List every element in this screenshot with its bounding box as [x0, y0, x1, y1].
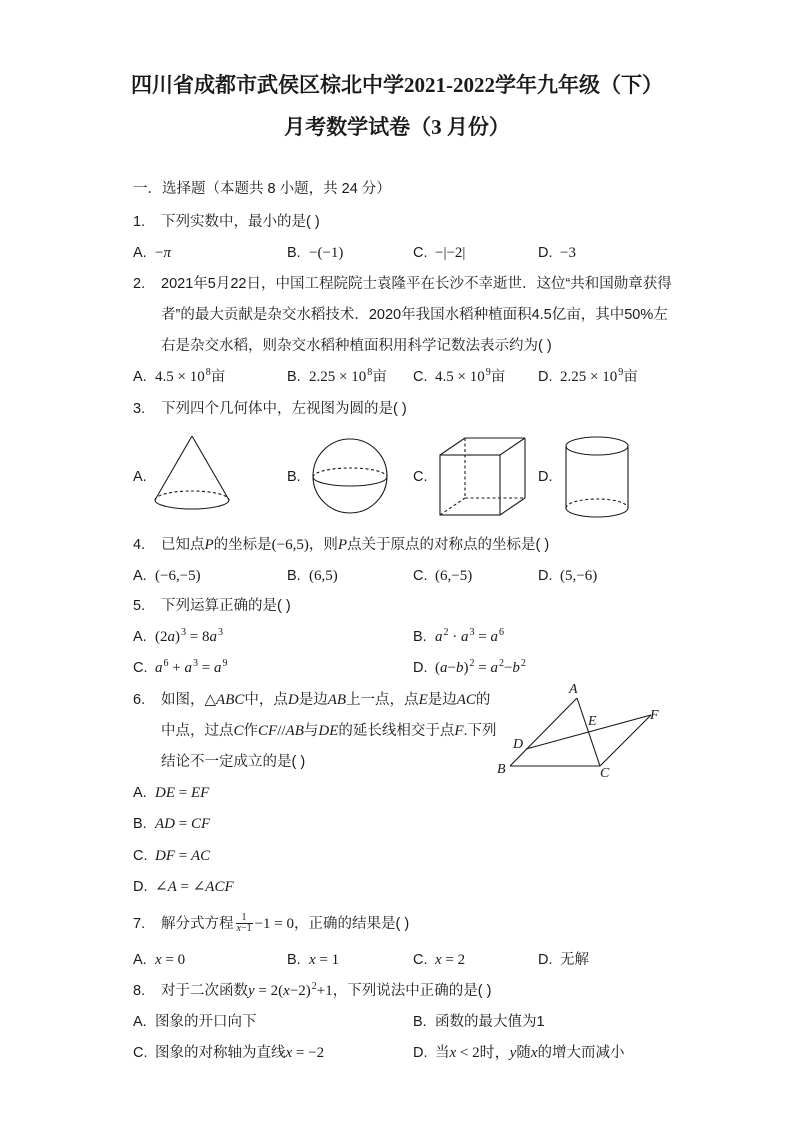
triangle-symbol: △: [204, 692, 217, 708]
option-label: C.: [413, 369, 428, 385]
fraction-numerator: 1: [241, 911, 247, 923]
expr-exponent: 6: [498, 627, 504, 638]
q3-option-a-label: A.: [133, 469, 147, 485]
expr-variable: EF: [190, 785, 210, 801]
q7-option-c: [413, 949, 465, 971]
expr-part: = 2: [441, 952, 466, 968]
expr-part: = 0: [161, 952, 186, 968]
option-exponent: 9: [618, 367, 624, 378]
stem-text: 中点，过点: [161, 723, 234, 739]
expr-part: = ∠: [176, 879, 206, 895]
expr-exponent: 6: [163, 658, 169, 669]
q3-sphere-figure: [313, 439, 387, 513]
expr-part: ): [463, 660, 469, 676]
question-number: 8.: [133, 983, 146, 999]
stem-variable: F: [454, 723, 464, 739]
expr-exponent: 9: [222, 658, 228, 669]
option-label: B.: [287, 568, 301, 584]
stem-text: 对于二次函数: [161, 983, 248, 999]
q7-option-b: [287, 949, 339, 971]
option-label: C.: [133, 1045, 148, 1061]
option-text: (6,−5): [435, 568, 473, 584]
expr-variable: x: [155, 952, 162, 968]
expr-variable: a: [490, 629, 498, 645]
option-exponent: 8: [367, 367, 373, 378]
stem-text: 作: [243, 723, 259, 739]
expr-variable: CF: [190, 816, 211, 832]
option-text: 图象的对称轴为直线: [155, 1045, 286, 1061]
expr-part: =: [175, 785, 191, 801]
question-5: [133, 595, 291, 617]
q6-triangle-figure: [497, 682, 659, 781]
stem-coordinate: (−6,5): [271, 537, 309, 553]
option-label: A.: [133, 245, 147, 261]
question-number: 2.: [133, 276, 146, 292]
q2-option-b: [287, 366, 387, 388]
stem-text: ，下列说法中正确的是( ): [332, 983, 492, 999]
point-label-e: E: [588, 714, 597, 729]
option-text: 函数的最大值为1: [435, 1014, 545, 1030]
exam-title-line2: 月考数学试卷（3 月份）: [284, 115, 510, 139]
stem-variable: E: [418, 692, 428, 708]
stem-text: 点关于原点的对称点的坐标是( ): [347, 537, 550, 553]
expr-exponent: 2: [311, 981, 317, 992]
expr-exponent: 2: [443, 627, 449, 638]
q5-option-d: [413, 657, 526, 679]
expr-variable: a: [167, 629, 175, 645]
section-heading: 一．选择题（本题共 8 小题，共 24 分）: [133, 181, 391, 197]
question-number: 3.: [133, 401, 146, 417]
cylinder-base-front: [566, 508, 628, 517]
expr-part: =: [474, 629, 491, 645]
option-label: A.: [133, 1014, 147, 1030]
expr-exponent: 3: [469, 627, 475, 638]
q6-option-a: [133, 782, 209, 804]
option-unit: 亩: [623, 369, 638, 385]
expr-variable: b: [455, 660, 464, 676]
expr-part: =: [175, 848, 191, 864]
question-2: [133, 273, 672, 295]
option-text: −3: [560, 245, 576, 261]
option-label: D.: [413, 660, 428, 676]
stem-text: 是边: [298, 692, 328, 708]
option-text: (6,5): [309, 568, 338, 584]
segment-df: [526, 715, 651, 749]
stem-variable: AC: [456, 692, 476, 708]
cube-edge: [500, 498, 525, 515]
option-text: 当: [435, 1045, 450, 1061]
stem-variable: P: [337, 537, 348, 553]
question-1: [133, 211, 320, 233]
q1-option-c: [413, 242, 465, 264]
option-value: 4.5 × 10: [155, 369, 205, 385]
option-label: B.: [287, 369, 301, 385]
sphere-equator-back: [313, 468, 387, 477]
expr-exponent: 2: [498, 658, 504, 669]
option-text: −(−1): [309, 245, 344, 261]
q5-option-b: [413, 626, 504, 648]
expr-variable: a: [213, 660, 222, 676]
option-label: B.: [413, 1014, 427, 1030]
q3-cone-figure: [155, 436, 229, 509]
expr-part: −1: [240, 922, 252, 934]
option-label: A.: [133, 785, 147, 801]
question-stem-line: 2021年5月22日，中国工程院院士袁隆平在长沙不幸逝世．这位“共和国勋章获得: [161, 276, 672, 292]
stem-variable: AB: [327, 692, 347, 708]
option-text: 随: [516, 1045, 531, 1061]
expr-exponent: 3: [192, 658, 198, 669]
expr-variable: x: [309, 952, 316, 968]
expr-part: =: [474, 660, 491, 676]
expr-part: (: [435, 660, 440, 676]
stem-text: 的延长线相交于点: [338, 723, 455, 739]
option-text: π: [163, 245, 171, 261]
option-label: A.: [133, 952, 147, 968]
option-exponent: 9: [485, 367, 491, 378]
option-label: D.: [133, 879, 148, 895]
option-label: C.: [413, 245, 428, 261]
question-number: 6.: [133, 692, 146, 708]
q5-option-a: [133, 626, 223, 648]
expr-part: = 2(: [254, 983, 284, 999]
option-text: −|−2|: [435, 245, 466, 261]
q6-option-b: [133, 813, 210, 835]
option-label: C.: [133, 848, 148, 864]
expr-exponent: 2: [520, 658, 526, 669]
segment-cf: [600, 715, 651, 766]
stem-text: 中，点: [244, 692, 288, 708]
question-number: 4.: [133, 537, 146, 553]
option-label: C.: [133, 660, 148, 676]
option-label: A.: [133, 629, 147, 645]
expr-part: (2: [155, 629, 168, 645]
q2-option-c: [413, 366, 505, 388]
expr-variable: y: [248, 983, 255, 999]
option-text: −: [155, 245, 164, 261]
q6-option-c: [133, 845, 210, 867]
q6-option-d: [133, 876, 234, 898]
expr-variable: a: [184, 660, 192, 676]
expr-variable: a: [435, 629, 443, 645]
angle-symbol: ∠: [155, 879, 168, 895]
option-text: (5,−6): [560, 568, 598, 584]
expr-variable: x: [449, 1045, 457, 1061]
option-label: B.: [287, 952, 301, 968]
exam-title-line1: 四川省成都市武侯区棕北中学2021-2022学年九年级（下）: [131, 73, 663, 97]
option-value: 2.25 × 10: [309, 369, 367, 385]
stem-text: 的: [475, 692, 491, 708]
q8-option-c: [133, 1042, 324, 1064]
cone-base-back: [155, 491, 229, 500]
option-unit: 亩: [490, 369, 506, 385]
option-label: A.: [133, 369, 147, 385]
question-stem: 下列运算正确的是( ): [161, 598, 291, 614]
expr-variable: DF: [155, 848, 175, 864]
question-stem: 下列实数中，最小的是( ): [161, 214, 320, 230]
option-label: C.: [413, 952, 428, 968]
q8-option-a: [133, 1011, 257, 1033]
expr-exponent: 3: [217, 627, 223, 638]
cone-side-left: [155, 436, 192, 500]
question-number: 1.: [133, 214, 146, 230]
cone-side-right: [192, 436, 229, 500]
expr-variable: AD: [155, 816, 175, 832]
option-label: B.: [287, 245, 301, 261]
expr-exponent: 2: [469, 658, 475, 669]
expr-variable: a: [155, 660, 163, 676]
expr-part: < 2时，: [456, 1045, 510, 1061]
cube-front-face: [440, 455, 500, 515]
expr-variable: x: [530, 1045, 538, 1061]
option-label: D.: [538, 245, 553, 261]
q1-option-d: [538, 242, 576, 264]
question-stem-line: 者”的最大贡献是杂交水稻技术．2020年我国水稻种植面积4.5亿亩，其中50%左: [161, 307, 668, 323]
option-label: A.: [133, 568, 147, 584]
question-number: 5.: [133, 598, 146, 614]
sphere-equator-front: [313, 477, 387, 486]
option-text: 的增大而减小: [537, 1045, 625, 1061]
stem-variable: CF: [258, 723, 278, 739]
expr-part: =: [197, 660, 214, 676]
expr-part: −: [447, 660, 456, 676]
option-label: D.: [538, 952, 553, 968]
option-label: C.: [413, 568, 428, 584]
q1-option-a: [133, 242, 171, 264]
expr-part: ·: [448, 629, 461, 645]
expr-variable: a: [209, 629, 217, 645]
q4-option-a: [133, 565, 201, 587]
point-label-a: A: [569, 682, 578, 697]
expr-variable: a: [490, 660, 498, 676]
q3-option-b-label: B.: [287, 469, 301, 485]
cube-edge: [440, 438, 465, 455]
expr-variable: AC: [190, 848, 211, 864]
expr-part: =: [175, 816, 191, 832]
q7-option-a: [133, 949, 185, 971]
question-6-line3: 结论不一定成立的是( ): [161, 754, 306, 770]
option-value: 2.25 × 10: [560, 369, 618, 385]
option-label: D.: [538, 568, 553, 584]
expr-part: ): [175, 629, 180, 645]
question-6: [133, 689, 490, 711]
point-label-b: B: [497, 762, 506, 777]
expr-part: +: [168, 660, 185, 676]
stem-variable: AB: [285, 723, 304, 739]
stem-variable: C: [233, 723, 244, 739]
option-unit: 亩: [372, 369, 387, 385]
option-label: D.: [538, 369, 553, 385]
expr-variable: x: [283, 983, 290, 999]
stem-variable: DE: [318, 723, 339, 739]
q3-cube-figure: [440, 438, 525, 515]
stem-text: 解分式方程: [161, 916, 234, 932]
stem-text: 已知点: [161, 537, 205, 553]
q4-option-c: [413, 565, 472, 587]
q8-option-d: [413, 1042, 624, 1064]
question-3: [133, 398, 407, 420]
expr-part: = 8: [186, 629, 210, 645]
option-value: 4.5 × 10: [435, 369, 485, 385]
cylinder-top: [566, 437, 628, 455]
question-7: [133, 913, 409, 935]
stem-text: 如图，: [161, 692, 205, 708]
expr-variable: y: [509, 1045, 517, 1061]
expr-part: −1 = 0: [254, 916, 295, 932]
point-label-c: C: [600, 766, 610, 781]
option-text: (−6,−5): [155, 568, 201, 584]
segment-ab: [510, 698, 577, 766]
expr-part: = 1: [315, 952, 340, 968]
point-label-f: F: [650, 708, 659, 723]
option-exponent: 8: [205, 367, 211, 378]
question-6-line2: [161, 720, 497, 742]
stem-text: ，正确的结果是( ): [294, 916, 410, 932]
q3-cylinder-figure: [566, 437, 628, 517]
expr-part: −2): [289, 983, 311, 999]
question-number: 7.: [133, 916, 146, 932]
expr-part: +1: [316, 983, 333, 999]
segment-ac: [577, 698, 600, 766]
stem-text: 的坐标是: [213, 537, 272, 553]
question-stem-line: 右是杂交水稻，则杂交水稻种植面积用科学记数法表示约为( ): [161, 338, 552, 354]
fraction-denominator: [236, 923, 253, 934]
expr-variable: x: [285, 1045, 293, 1061]
cylinder-base-back: [566, 499, 628, 508]
expr-variable: a: [440, 660, 448, 676]
q7-option-d: [538, 949, 589, 971]
expr-variable: A: [167, 879, 177, 895]
cone-base-front: [155, 500, 229, 509]
option-text: 图象的开口向下: [155, 1014, 257, 1030]
option-label: D.: [413, 1045, 428, 1061]
q5-option-c: [133, 657, 227, 679]
q3-option-c-label: C.: [413, 469, 428, 485]
stem-text: .下列: [463, 723, 497, 739]
cube-edge: [500, 438, 525, 455]
stem-text: 是边: [427, 692, 457, 708]
option-text: 无解: [560, 952, 589, 968]
stem-text: ，则: [308, 537, 338, 553]
stem-variable: ABC: [216, 692, 245, 708]
expr-variable: ACF: [205, 879, 234, 895]
parallel-symbol: //: [277, 723, 286, 739]
q2-option-d: [538, 366, 638, 388]
q2-option-a: [133, 366, 225, 388]
q4-option-b: [287, 565, 338, 587]
q8-option-b: [413, 1011, 545, 1033]
option-label: B.: [413, 629, 427, 645]
q3-option-d-label: D.: [538, 469, 553, 485]
expr-part: −: [503, 660, 513, 676]
fraction: [236, 913, 253, 934]
stem-text: 上一点，点: [346, 692, 419, 708]
expr-exponent: 3: [181, 627, 186, 638]
point-label-d: D: [513, 737, 524, 752]
question-4: [133, 534, 549, 556]
expr-part: = −2: [292, 1045, 325, 1061]
question-8: [133, 980, 491, 1002]
q1-option-b: [287, 242, 343, 264]
expr-variable: b: [512, 660, 520, 676]
stem-variable: P: [204, 537, 214, 553]
option-label: B.: [133, 816, 147, 832]
expr-variable: x: [236, 922, 241, 934]
sphere-outline: [313, 439, 387, 513]
cube-hidden-edge: [440, 498, 465, 515]
stem-text: 与: [303, 723, 319, 739]
expr-variable: x: [435, 952, 442, 968]
option-unit: 亩: [210, 369, 226, 385]
q4-option-d: [538, 565, 597, 587]
expr-variable: DE: [155, 785, 175, 801]
stem-variable: D: [287, 692, 299, 708]
question-stem: 下列四个几何体中，左视图为圆的是( ): [161, 401, 407, 417]
expr-variable: a: [461, 629, 469, 645]
